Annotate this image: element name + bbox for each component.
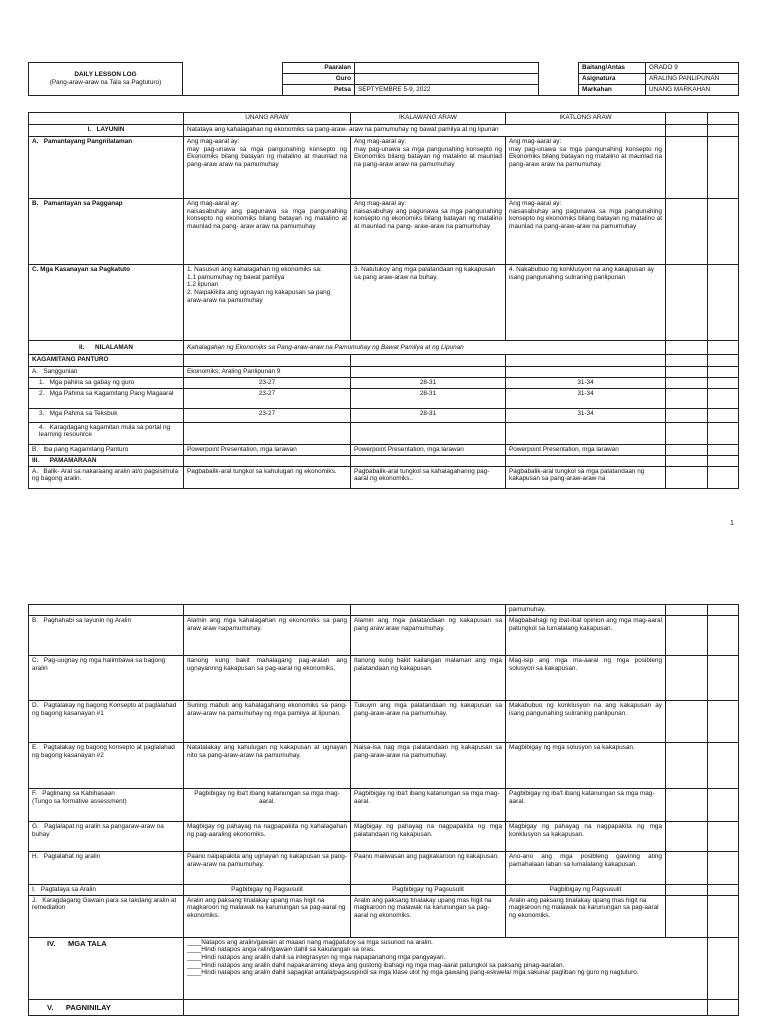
kasanayan-d3: 4. Nakabubuo ng konklusyon na ang kakapusan ay isang pangunahing suliraning panlipunan <box>506 265 666 341</box>
paghahabi-d2: Alamin ang mga palatandaan ng kakapusan sa pang araw araw napamumuhay. <box>351 616 506 656</box>
gabay-guro-d1: 23-27 <box>184 378 351 389</box>
pagtataya-d3: Pagbibigay ng Pagsusulit <box>506 885 666 896</box>
karagdagang-gawain-d3: Aralin ang paksang tinalakay upang mas higit na magkaroon ng malawak na karunungan sa pag-aaral ng ekonomiks. <box>506 895 666 937</box>
bagong-konsepto-1-d3: Makabubuo ng konklusyon na ang kakapusan ay isang pangunahing suliraning panlipunan. <box>506 701 666 743</box>
bagong-konsepto-2-d1: Natatalakay ang kahulugan ng kakapusan at ugnayan nito sa pang-araw-araw na pamumuhay. <box>184 743 351 789</box>
continuation-text: pamumuhay. <box>506 605 666 616</box>
pagtataya-label: I. Pagtataya sa Aralin <box>29 885 184 896</box>
pamantayan-pagganap-d3: Ang mag-aaral ay: naisasabuhay ang pagunawa sa mga pangunahing konsepto ng ekonomiks bilang batayan ng matalino at maunlad na pang-araw-araw na pamumuhay <box>506 199 666 265</box>
karagdagang-gawain-label: J. Karagdagang Gawain para sa takdang aralin at remediation <box>29 895 184 937</box>
paglalapat-d2: Magbigay ng pahayag na nagpapakita ng mga palatandaan ng kakapusan. <box>351 822 506 852</box>
sanggunian-label: A. Sanggunian <box>29 367 184 378</box>
sanggunian-text: Ekonomiks; Araling Panlipunan 9 <box>184 367 351 378</box>
markahan-label: Markahan <box>579 85 646 96</box>
gabay-guro-d2: 28-31 <box>351 378 506 389</box>
iba-pang-kagamitan-d2: Powerpoint Presentation, mga larawan <box>351 444 506 455</box>
kasanayan-d1: 1. Nasusuri ang kahalagahan ng ekonomiks sa: 1.1 pamumuhay ng bawat pamilya 1.2 lipunan 2. Naipakikita ang ugnayan ng kakapusan sa pang araw-araw na pamumuhay <box>184 265 351 341</box>
balik-aral-label: A. Balik- Aral sa nakaraang aralin at/o pagsisimula ng bagong aralin. <box>29 466 184 488</box>
mga-tala-label: IV. MGA TALA <box>29 937 184 999</box>
page-number: 1 <box>730 520 734 527</box>
paglalapat-label: G. Paglalapat ng aralin sa pangaraw-araw na buhay <box>29 822 184 852</box>
layunin-text: Natataya ang kahalagahan ng ekonomiks sa pang-araw- araw na pamumuhay ng bawat pamilya at ng lipunan <box>184 125 666 137</box>
day2-header: IKALAWANG ARAW <box>351 113 506 125</box>
teksbuk-d3: 31-34 <box>506 408 666 422</box>
paaralan-label: Paaralan <box>283 63 355 74</box>
kagamitang-pang-magaaral-d3: 31-34 <box>506 388 666 408</box>
paglinang-d1: Pagbibigay ng iba't ibang katanungan sa mga mag-aaral. <box>184 789 351 822</box>
pamantayan-pagganap-d2: Ang mag-aaral ay: naisasabuhay ang pagunawa sa mga pangunahing konsepto ng ekonomiks bilang batayan ng matalino at maunlad na pang- araw-araw na pamumuhay <box>351 199 506 265</box>
karagdagang-gawain-d2: Aralin ang paksang tinalakay upang mas higit na magkaroon ng malawak na karunungan sa pag-aaral ng ekonomiks. <box>351 895 506 937</box>
guro-value <box>355 74 539 85</box>
kagamitang-pang-magaaral-label: 2. Mga Pahina sa Kagamitang Pang Magaaral <box>29 388 184 408</box>
kagamitang-pang-magaaral-d2: 28-31 <box>351 388 506 408</box>
pamantayan-pagganap-label: B. Pamantayan sa Pagganap <box>29 199 184 265</box>
petsa-label: Petsa <box>283 85 355 96</box>
pamantayan-pagganap-d1: Ang mag-aaral ay: naisasabuhay ang pagunawa sa mga pangunahing konsepto ng ekonomiks bilang batayan ng matalino at maunlad na pang- araw araw na pamumuhay <box>184 199 351 265</box>
pamantayang-pangnilalaman-d2: Ang mag-aaral ay: may pag-unawa sa mga pangunahing konsepto ng Ekonomiks bilang batayan ng matalino at maunlad na pang-araw araw na pamumuhay <box>351 137 506 199</box>
paghahabi-d1: Alamin ang mga kahalagahan ng ekonomiks sa pang araw araw napamumuhay. <box>184 616 351 656</box>
paglinang-d2: Pagbibigay ng iba't ibang katanungan sa mga mag-aaral. <box>351 789 506 822</box>
paglalapat-d3: Magbigay ng pahayag na nagpapakita ng mga konklusyon sa kakapusan. <box>506 822 666 852</box>
pagtataya-d2: Pagbibigay ng Pagsusulit <box>351 885 506 896</box>
lesson-table-page1 <box>28 112 739 489</box>
pamantayang-pangnilalaman-d1: Ang mag-aaral ay: may pag-unawa sa mga pangunahing konsepto ng Ekonomiks bilang batayan ng matalino at maunlad na pang-araw araw na pamumuhay <box>184 137 351 199</box>
iba-pang-kagamitan-d3: Powerpoint Presentation, mga larawan <box>506 444 666 455</box>
teksbuk-label: 3. Mga Pahina sa Teksbuk <box>29 408 184 422</box>
header-title-cell <box>29 63 183 96</box>
bagong-konsepto-1-d1: Suriing mabuti ang kahalagahang ekonomiks sa pang-araw-araw na pamumuhay ng mga pamilya at lipunan. <box>184 701 351 743</box>
pagtataya-d1: Pagbibigay ng Pagsusulit <box>184 885 351 896</box>
nilalaman-label: II. NILALAMAN <box>29 341 184 355</box>
kasanayan-d2: 3. Natutukoy ang mga palatandaan ng kakapusan sa pang araw-araw na buhay. <box>351 265 506 341</box>
gabay-guro-label: 1. Mga pahina sa gabay ng guro <box>29 378 184 389</box>
asignatura-value: ARALING PANLIPUNAN <box>646 74 739 85</box>
kagamitang-pang-magaaral-d1: 23-27 <box>184 388 351 408</box>
paglinang-label: F. Paglinang sa Kabihasaan (Tungo sa formative assessment) <box>29 789 184 822</box>
paaralan-value <box>355 63 539 74</box>
pagninilay-label: V. PAGNINILAY <box>29 999 184 1015</box>
paglalapat-d1: Magbigay ng pahayag na nagpapakita ng kahalagahan ng pag-aaraling ekonomiks. <box>184 822 351 852</box>
lesson-table-page2 <box>28 604 739 1016</box>
bagong-konsepto-2-d2: Naisa-isa nag mga palatandaan ng kakapusan sa pang-araw-araw na pamumuhay. <box>351 743 506 789</box>
markahan-value: UNANG MARKAHAN <box>646 85 739 96</box>
balik-aral-d2: Pagbabalik-aral tungkol sa kahalagahanng pag-aaral ng ekonomiks.. <box>351 466 506 488</box>
kagamitang-label: KAGAMITANG PANTURO <box>29 355 184 367</box>
teksbuk-d2: 28-31 <box>351 408 506 422</box>
nilalaman-text: Kahalagahan ng Ekonomiks sa Pang-araw-araw na Pamumuhay ng Bawat Pamilya at ng Lipunan <box>184 341 666 355</box>
page-subtitle: (Pang-araw-araw na Tala sa Pagtuturo) <box>49 79 162 86</box>
paglinang-d3: Pagbibigay ng iba't ibang katanungan sa mga mag-aaral. <box>506 789 666 822</box>
header-table <box>28 62 739 96</box>
pamantayang-pangnilalaman-label: A. Pamantayang Pangnilalaman <box>29 137 184 199</box>
pag-uugnay-d3: Mag-isip ang mga ma-aaral ng mga posibleng solusyon sa kakapusan. <box>506 656 666 701</box>
pag-uugnay-label: C. Pag-uugnay ng mga halimbawa sa bagong aralin <box>29 656 184 701</box>
kasanayan-label: C. Mga Kasanayan sa Pagkatuto <box>29 265 184 341</box>
bagong-konsepto-2-label: E. Pagtalakay ng bagong konsepto at paglalahad ng bagong kasanayan #2 <box>29 743 184 789</box>
day1-header: UNANG ARAW <box>184 113 351 125</box>
paglalahat-d1: Paano naipapakita ang ugnayan ng kakapusan sa pang-araw-araw na pamumuhay. <box>184 852 351 885</box>
karagdagang-kagamitan-label: 4. Karagdagang kagamitan mula sa portal ng learning resounrce <box>29 422 184 444</box>
bagong-konsepto-1-d2: Tukuyin ang mga palatandaan ng kakapusan sa pang-araw-araw na pamumuhay. <box>351 701 506 743</box>
baitang-label: Baitang/Antas <box>579 63 646 74</box>
baitang-value: GRADO 9 <box>646 63 739 74</box>
iba-pang-kagamitan-d1: Powerpoint Presentation, mga larawan <box>184 444 351 455</box>
bagong-konsepto-1-label: D. Pagtalakay ng bagong Konsepto at paglalahad ng bagong kasanayan #1 <box>29 701 184 743</box>
pamantayang-pangnilalaman-d3: Ang mag-aaral ay: may pag-unawa sa mga pangunahing konsepto ng Ekonomiks bilang batayan ng matalino at maunlad na pang-araw araw na pamumuhay. <box>506 137 666 199</box>
balik-aral-d1: Pagbabalik-aral tungkol sa kahulugan ng ekonomiks. <box>184 466 351 488</box>
paghahabi-d3: Magbabahagi ng ibat-ibat opinion ang mga mag-aaral patungkol sa lumalalang kakapusan. <box>506 616 666 656</box>
guro-label: Guro <box>283 74 355 85</box>
paglalahat-d2: Paano maiiwasan ang pagkakaroon ng kakapusan. <box>351 852 506 885</box>
bagong-konsepto-2-d3: Magbibigay ng mga solusyon sa kakapusan. <box>506 743 666 789</box>
mga-tala-text: ____Natapos ang aralin/gawain at maaari nang magpatuloy sa mga susunod na aralin. ____Hindi natapos anga ralin/gawain dahil sa kakulangan sa oras. ____Hindi natapos ang aralin dahil sa integrasyon ng mga napapanahong mga pangyayari. ____Hindi natapos ang aralin dahil napakaraming ideya ang gustong ibahagi ng mga mag-aaral patungkol sa paksang pinag-aaralan. ____Hindi natapos ang aralin dahil sapagkat antala/pagsuspindi sa mga klase ulot ng mga gawaing pang-eskwela/ mga sakuna/ pagliban ng guro ng nagtuturo. <box>184 937 708 999</box>
karagdagang-gawain-d1: Aralin ang paksang tinalakay upang mas higit na magkaroon ng malawak na karunungan sa pag-aaral ng ekonomiks. <box>184 895 351 937</box>
gabay-guro-d3: 31-34 <box>506 378 666 389</box>
page-title: DAILY LESSON LOG <box>74 71 137 79</box>
layunin-label: I. LAYUNIN <box>29 125 184 137</box>
balik-aral-d3: Pagbabalik-aral tungkol sa mga palatandaan ng kakapusan sa pang-araw-araw na <box>506 466 666 488</box>
paghahabi-label: B. Paghahabi sa layunin ng Aralin <box>29 616 184 656</box>
pag-uugnay-d1: Itanong kung bakit mahalagang pag-aralan ang ugnayannng kakapusan sa pag-aaral ng ekonomiks, <box>184 656 351 701</box>
day3-header: IKATLONG ARAW <box>506 113 666 125</box>
petsa-value: SEPTYEMBRE 5-9, 2022 <box>355 85 539 96</box>
pag-uugnay-d2: Itanong kung bakit kailangan malaman ang mga palatandaan ng kakapusan. <box>351 656 506 701</box>
asignatura-label: Asignatura <box>579 74 646 85</box>
pamamaraan-label: III. PAMAMARAAN <box>29 455 184 466</box>
iba-pang-kagamitan-label: B. Iba pang Kagamitang Panturo <box>29 444 184 455</box>
paglalahat-label: H. Paglalahat ng aralin <box>29 852 184 885</box>
teksbuk-d1: 23-27 <box>184 408 351 422</box>
paglalahat-d3: Ano-ano ang mga posibleng gawinng ating pamahalaan laban sa lumalalang kakapusan. <box>506 852 666 885</box>
